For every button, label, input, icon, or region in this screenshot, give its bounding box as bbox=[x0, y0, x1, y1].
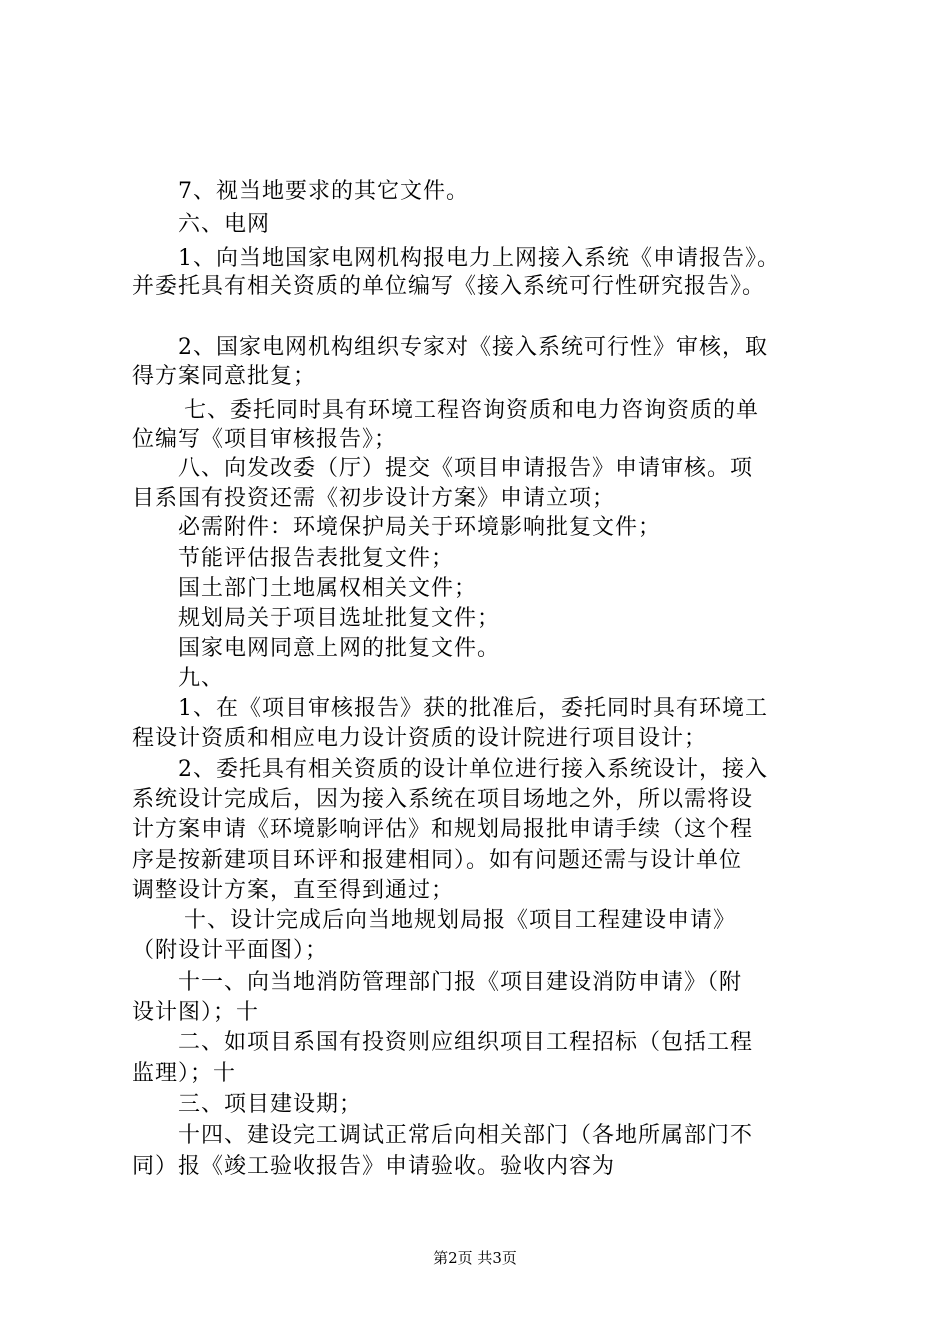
section-heading: 八、向发改委（厅）提交《项目申请报告》申请审核。项 bbox=[178, 456, 754, 481]
text-line: （附设计平面图）； bbox=[132, 938, 329, 963]
text-line: 规划局关于项目选址批复文件； bbox=[178, 606, 501, 631]
text-line: 二、如项目系国有投资则应组织项目工程招标（包括工程 bbox=[178, 1030, 754, 1055]
text-line: 程设计资质和相应电力设计资质的设计院进行项目设计； bbox=[132, 726, 708, 751]
text-line: 计方案申请《环境影响评估》和规划局报批申请手续（这个程 bbox=[132, 817, 754, 842]
section-heading: 十四、建设完工调试正常后向相关部门（各地所属部门不 bbox=[178, 1123, 754, 1148]
text-line: 2、国家电网机构组织专家对《接入系统可行性》审核，取 bbox=[178, 335, 768, 360]
text-line: 目系国有投资还需《初步设计方案》申请立项； bbox=[132, 486, 616, 511]
section-heading: 六、电网 bbox=[178, 212, 271, 237]
text-line: 监理）；十 bbox=[132, 1061, 237, 1086]
text-line: 国土部门土地属权相关文件； bbox=[178, 576, 478, 601]
text-line: 国家电网同意上网的批复文件。 bbox=[178, 636, 501, 661]
section-heading: 九、 bbox=[178, 666, 225, 691]
section-heading: 十一、向当地消防管理部门报《项目建设消防申请》（附 bbox=[178, 970, 743, 995]
text-line: 序是按新建项目环评和报建相同）。如有问题还需与设计单位 bbox=[132, 848, 743, 873]
text-line: 同）报《竣工验收报告》申请验收。验收内容为 bbox=[132, 1154, 616, 1179]
text-line: 位编写《项目审核报告》； bbox=[132, 427, 398, 452]
text-line: 2、委托具有相关资质的设计单位进行接入系统设计，接入 bbox=[178, 757, 768, 782]
text-line: 调整设计方案，直至得到通过； bbox=[132, 878, 455, 903]
text-line: 1、向当地国家电网机构报电力上网接入系统《申请报告》。 bbox=[178, 246, 780, 271]
text-line: 7、视当地要求的其它文件。 bbox=[178, 179, 469, 204]
text-line: 系统设计完成后，因为接入系统在项目场地之外，所以需将设 bbox=[132, 787, 754, 812]
text-line: 必需附件：环境保护局关于环境影响批复文件； bbox=[178, 515, 662, 540]
text-line: 三、项目建设期； bbox=[178, 1092, 363, 1117]
page-number-footer: 第2页 共3页 bbox=[433, 1249, 517, 1267]
text-line: 并委托具有相关资质的单位编写《接入系统可行性研究报告》。 bbox=[132, 274, 766, 299]
text-line: 设计图）；十 bbox=[132, 1000, 260, 1025]
text-line: 1、在《项目审核报告》获的批准后，委托同时具有环境工 bbox=[178, 696, 768, 721]
text-line: 得方案同意批复； bbox=[132, 364, 317, 389]
section-heading: 七、委托同时具有环境工程咨询资质和电力咨询资质的单 bbox=[184, 398, 760, 423]
section-heading: 十、设计完成后向当地规划局报《项目工程建设申请》 bbox=[184, 908, 737, 933]
text-line: 节能评估报告表批复文件； bbox=[178, 546, 455, 571]
